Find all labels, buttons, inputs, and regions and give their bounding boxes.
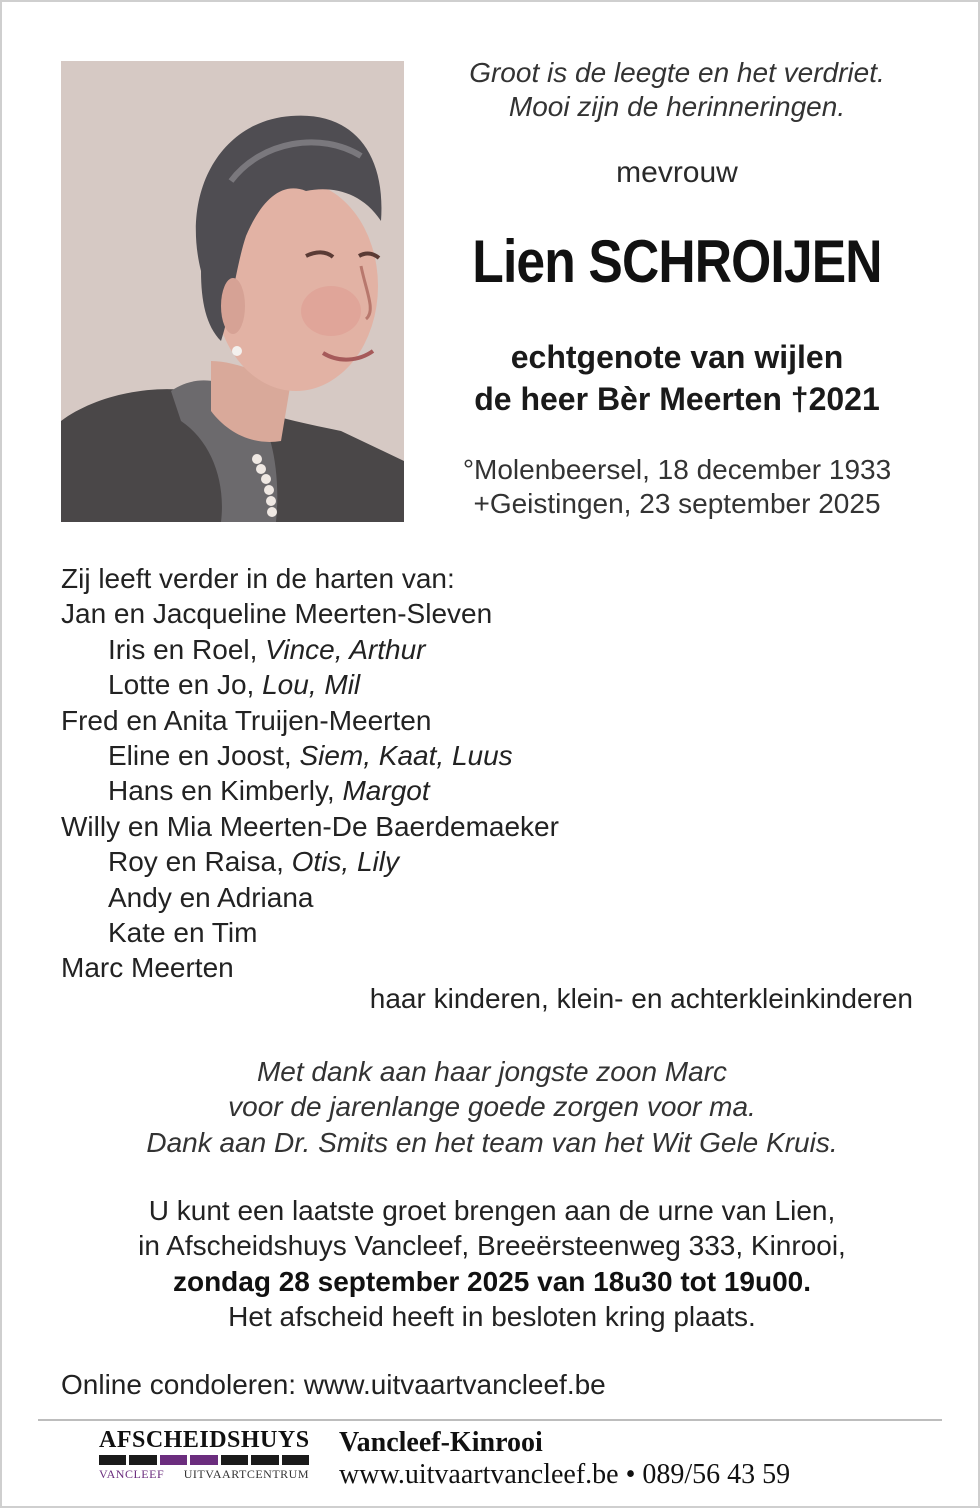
company-contact: [339, 1426, 790, 1490]
birth-date: °Molenbeersel, 18 december 1933: [462, 454, 892, 485]
family-names: Marc Meerten: [61, 952, 234, 984]
online-condolence: Online condoleren: www.uitvaartvancleef.be: [61, 1369, 606, 1400]
family-row: [61, 632, 559, 667]
family-row: [61, 773, 559, 808]
family-names: Jan en Jacqueline Meerten-Sleven: [61, 598, 493, 630]
family-intro: Zij leeft verder in de harten van:: [61, 563, 455, 594]
family-grandchildren: Siem, Kaat, Luus: [299, 740, 513, 772]
logo-subtitle: [99, 1467, 309, 1482]
thanks-line-3: Dank aan Dr. Smits en het team van het Wit Gele Kruis.: [146, 1126, 838, 1158]
family-row: [61, 738, 559, 773]
portrait-illustration: [61, 61, 404, 522]
logo-wordmark: AFSCHEIDSHUYS: [99, 1427, 310, 1453]
thanks-text: [2, 1054, 980, 1160]
family-row: [61, 880, 559, 915]
portrait-photo: [61, 61, 404, 522]
family-row: [61, 950, 559, 985]
relation-caption: haar kinderen, klein- en achterkleinkinderen: [369, 983, 913, 1014]
visit-datetime: zondag 28 september 2025 van 18u30 tot 19u00.: [172, 1265, 812, 1297]
family-rows: [61, 596, 559, 985]
family-names: Roy en Raisa,: [108, 846, 292, 878]
family-grandchildren: Margot: [342, 775, 430, 807]
opening-quote: [422, 56, 932, 124]
deceased-name: Lien SCHROIJEN: [472, 228, 882, 295]
family-grandchildren: Otis, Lily: [291, 846, 399, 878]
family-list: [61, 561, 559, 986]
quote-line-2: Mooi zijn de herinneringen.: [508, 91, 846, 122]
spouse-line-1: echtgenote van wijlen: [510, 339, 844, 375]
family-row: [61, 596, 559, 631]
family-row: [61, 667, 559, 702]
visit-line-1: U kunt een laatste groet brengen aan de urne van Lien,: [148, 1195, 836, 1226]
quote-line-1: Groot is de leegte en het verdriet.: [469, 57, 885, 88]
thanks-line-2: voor de jarenlange goede zorgen voor ma.: [228, 1091, 756, 1123]
family-row: [61, 703, 559, 738]
logo-sub-right: UITVAARTCENTRUM: [183, 1467, 309, 1481]
visitation-info: [2, 1193, 980, 1335]
company-web-phone: www.uitvaartvancleef.be • 089/56 43 59: [339, 1459, 791, 1490]
title-prefix: mevrouw: [616, 156, 738, 189]
family-names: Lotte en Jo,: [108, 669, 263, 701]
company-name: Vancleef-Kinrooi: [339, 1427, 543, 1458]
logo-sub-left: VANCLEEF: [99, 1467, 165, 1481]
family-names: Kate en Tim: [108, 917, 258, 949]
footer-divider: [38, 1419, 942, 1421]
family-grandchildren: Vince, Arthur: [265, 633, 426, 665]
thanks-line-1: Met dank aan haar jongste zoon Marc: [256, 1056, 728, 1087]
visit-line-4: Het afscheid heeft in besloten kring plaats.: [228, 1301, 756, 1333]
life-dates: [422, 453, 932, 521]
family-grandchildren: Lou, Mil: [262, 669, 361, 701]
family-row: [61, 844, 559, 879]
death-date: +Geistingen, 23 september 2025: [473, 488, 881, 519]
family-names: Hans en Kimberly,: [108, 775, 343, 807]
family-names: Willy en Mia Meerten-De Baerdemaeker: [61, 810, 559, 842]
spouse-line-2: de heer Bèr Meerten †2021: [474, 381, 880, 417]
spouse-info: [422, 336, 932, 420]
visit-line-2: in Afscheidshuys Vancleef, Breeërsteenweg 333, Kinrooi,: [138, 1230, 846, 1262]
company-logo: [99, 1427, 309, 1482]
family-row: [61, 915, 559, 950]
family-names: Andy en Adriana: [108, 881, 314, 913]
family-names: Iris en Roel,: [108, 633, 266, 665]
family-row: [61, 809, 559, 844]
family-names: Eline en Joost,: [108, 740, 300, 772]
logo-bars: [99, 1455, 309, 1465]
family-names: Fred en Anita Truijen-Meerten: [61, 704, 432, 736]
